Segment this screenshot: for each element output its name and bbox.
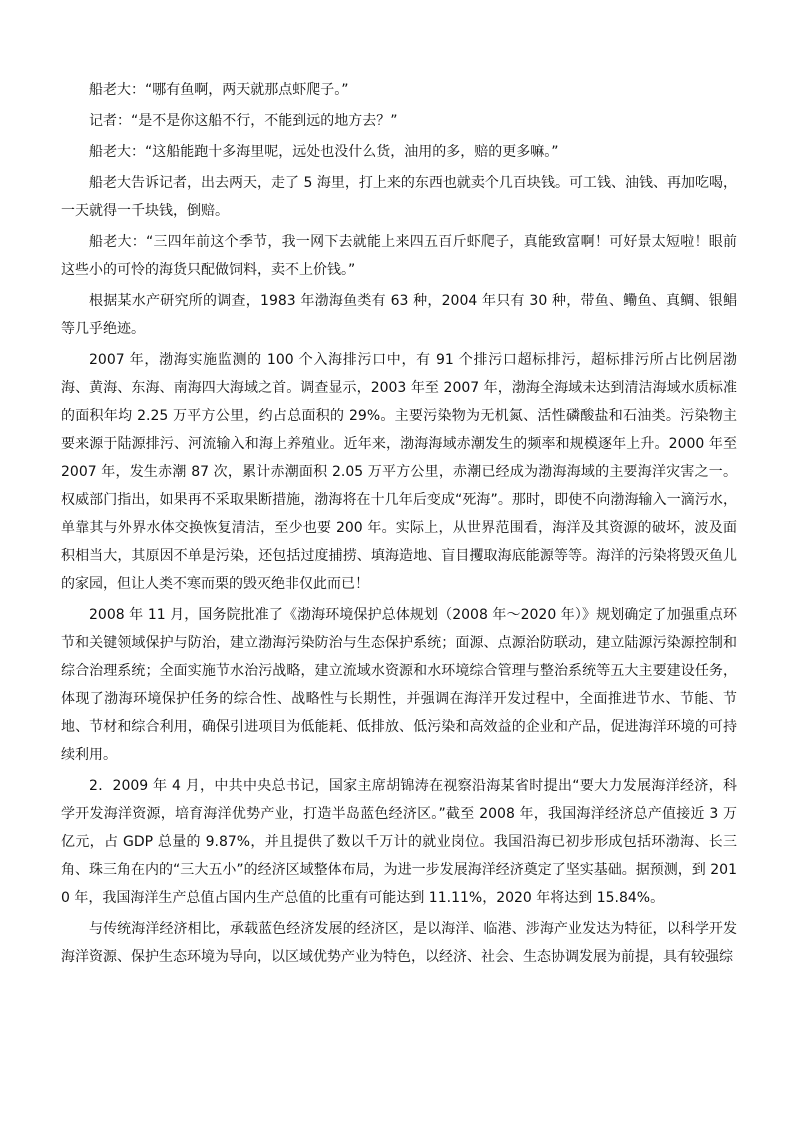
dialogue-paragraph: 船老大：“三四年前这个季节，我一网下去就能上来四五百斤虾爬子，真能致富啊！可好景太短啦！眼前这些小的可怜的海货只配做饲料，卖不上价钱。”: [61, 234, 737, 278]
body-paragraph: 根据某水产研究所的调查，1983 年渤海鱼类有 63 种，2004 年只有 30 种，带鱼、鳓鱼、真鲷、银鲳等几乎绝迹。: [61, 293, 737, 337]
document-body: [61, 76, 737, 974]
dialogue-paragraph: 船老大：“哪有鱼啊，两天就那点虾爬子。”: [89, 82, 349, 98]
dialogue-paragraph: 船老大：“这船能跑十多海里呢，远处也没什么货，油用的多，赔的更多嘛。”: [89, 144, 559, 160]
body-paragraph: 与传统海洋经济相比，承载蓝色经济发展的经济区，是以海洋、临港、涉海产业发达为特征，以科学开发海洋资源、保护生态环境为导向，以区域优势产业为特色，以经济、社会、生态协调发展为前提，具有较强综: [61, 921, 737, 965]
body-paragraph: 2008 年 11 月，国务院批准了《渤海环境保护总体规划（2008 年～2020 年）》规划确定了加强重点环节和关键领域保护与防治，建立渤海污染防治与生态保护系统；面源、点源治防联动，建立陆源污染源控制和综合治理系统；全面实施节水治污战略，建立流域水资源和水环境综合管理与整治系统等五大主要建设任务，体现了渤海环境保护任务的综合性、战略性与长期性，并强调在海洋开发过程中，全面推进节水、节能、节地、节材和综合利用，确保引进项目为低能耗、低排放、低污染和高效益的企业和产品，促进海洋环境的可持续利用。: [61, 607, 737, 763]
body-paragraph: 船老大告诉记者，出去两天，走了 5 海里，打上来的东西也就卖个几百块钱。可工钱、油钱、再加吃喝，一天就得一千块钱，倒赔。: [61, 175, 737, 219]
body-paragraph: 2007 年，渤海实施监测的 100 个入海排污口中，有 91 个排污口超标排污，超标排污所占比例居渤海、黄海、东海、南海四大海域之首。调查显示，2003 年至 2007 年，渤海全海域未达到清洁海域水质标准的面积年均 2.25 万平方公里，约占总面积的 29%。主要污染物为无机氮、活性磷酸盐和石油类。污染物主要来源于陆源排污、河流输入和海上养殖业。近年来，渤海海域赤潮发生的频率和规模逐年上升。2000 年至 2007 年，发生赤潮 87 次，累计赤潮面积 2.05 万平方公里，赤潮已经成为渤海海域的主要海洋灾害之一。权威部门指出，如果再不采取果断措施，渤海将在十几年后变成“死海”。那时，即使不向渤海输入一滴污水，单靠其与外界水体交换恢复清洁，至少也要 200 年。实际上，从世界范围看，海洋及其资源的破坏，波及面积相当大，其原因不单是污染，还包括过度捕捞、填海造地、盲目攫取海底能源等等。海洋的污染将毁灭鱼儿的家园，但让人类不寒而栗的毁灭绝非仅此而已！: [61, 352, 737, 592]
dialogue-paragraph: 记者：“是不是你这船不行，不能到远的地方去？”: [89, 113, 398, 129]
body-paragraph: 2．2009 年 4 月，中共中央总书记，国家主席胡锦涛在视察沿海某省时提出“要大力发展海洋经济，科学开发海洋资源，培育海洋优势产业，打造半岛蓝色经济区。”截至 2008 年，我国海洋经济总产值接近 3 万亿元，占 GDP 总量的 9.87%，并且提供了数以千万计的就业岗位。我国沿海已初步形成包括环渤海、长三角、珠三角在内的“三大五小”的经济区域整体布局，为进一步发展海洋经济奠定了坚实基础。据预测，到 2010 年，我国海洋生产总值占国内生产总值的比重有可能达到 11.11%，2020 年将达到 15.84%。: [61, 778, 737, 906]
